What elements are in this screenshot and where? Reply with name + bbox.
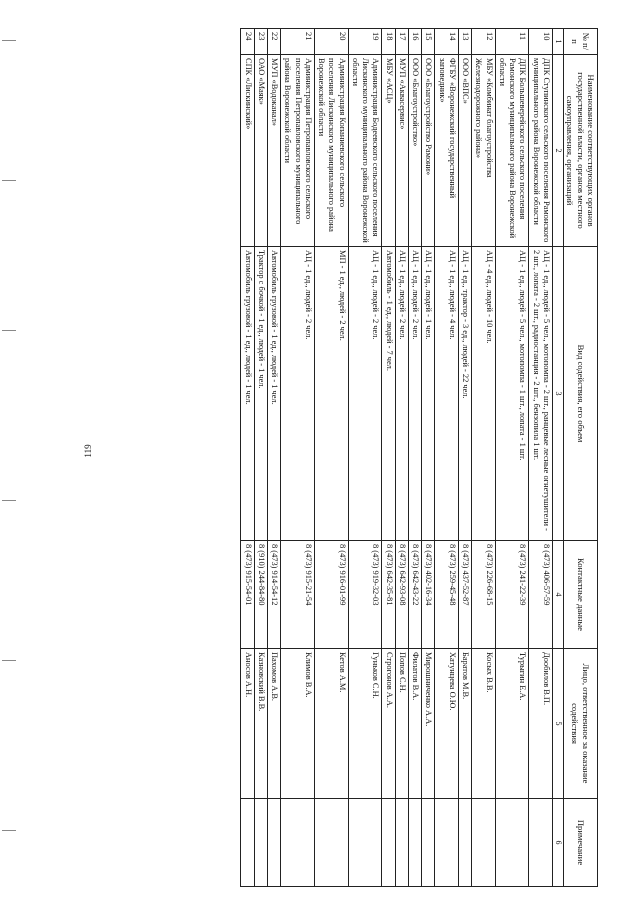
organization-name: Администрация Петропавловского сельского поселения Петропавловского муниципального района Воронежской области [281,55,315,247]
row-number: 15 [422,29,435,55]
column-number: 2 [552,55,563,247]
margin-mark [2,660,16,661]
assistance-type: Автомобиль - 1 ед., людей - 7 чел. [382,247,395,541]
assistance-type: МП - 1 ед., людей - 2 чел. [314,247,348,541]
note [422,799,435,887]
column-number: 1 [552,29,563,55]
row-number: 17 [395,29,408,55]
margin-mark [2,500,16,501]
organization-name: Администрация Бодеевского сельского поселения Лискинского муниципального района Воронежской области [348,55,382,247]
column-number: 6 [552,799,563,887]
note [254,799,267,887]
rotated-table-wrapper [240,28,598,886]
responsible-person: Косых В.В. [472,649,496,799]
row-number: 10 [529,29,553,55]
contact-phone: 8 (473) 406-57-59 [529,541,553,649]
note [314,799,348,887]
contact-phone: 8 (473) 437-52-87 [458,541,471,649]
assistance-type: АЦ - 1 ед., трактор - 3 ед., людей - 22 чел. [458,247,471,541]
note [472,799,496,887]
margin-mark [2,40,16,41]
responsible-person: Попов С.Н. [395,649,408,799]
header-cell: № п/п [563,29,597,55]
table-row [348,29,382,887]
note [395,799,408,887]
responsible-person: Строгонов А.А. [382,649,395,799]
resources-table [240,28,598,887]
organization-name: ООО «Благоустройство» [408,55,421,247]
note [382,799,395,887]
table-row [267,29,280,887]
assistance-type: АЦ - 1 ед., людей - 4 чел. [435,247,459,541]
table-row [281,29,315,887]
note [281,799,315,887]
assistance-type: Автомобиль грузовой - 1 ед., людей - 1 чел. [241,247,254,541]
note [348,799,382,887]
assistance-type: АЦ - 1 ед., людей - 2 чел. [348,247,382,541]
contact-phone: 8 (473) 642-93-08 [395,541,408,649]
header-cell: Контактные данные [563,541,597,649]
note [241,799,254,887]
row-number: 16 [408,29,421,55]
contact-phone: 8 (473) 914-54-12 [267,541,280,649]
margin-mark [2,830,16,831]
organization-name: ООО «Благоустройство Рамони» [422,55,435,247]
responsible-person: Казновский В.В. [254,649,267,799]
responsible-person: Хатунцева О.Ю. [435,649,459,799]
organization-name: ФГБУ «Воронежский государственный заповедник» [435,55,459,247]
responsible-person: Гуньков С.Н. [348,649,382,799]
header-cell: Примечание [563,799,597,887]
row-number: 19 [348,29,382,55]
assistance-type: Автомобиль грузовой - 1 ед., людей - 1 чел. [267,247,280,541]
table-row [314,29,348,887]
table-row [495,29,529,887]
row-number: 12 [472,29,496,55]
responsible-person: Климов В.А. [281,649,315,799]
responsible-person: Баратов М.В. [458,649,471,799]
assistance-type: АЦ - 1 ед., людей - 2 чел. [281,247,315,541]
column-number-row [552,29,563,887]
organization-name: МУП «Водоканал» [267,55,280,247]
row-number: 11 [495,29,529,55]
organization-name: МБУ «АСЦ» [382,55,395,247]
header-cell: Наименование соответствующих органов государственной власти, органов местного самоуправления, организаций [563,55,597,247]
header-cell: Вид содействия, его объем [563,247,597,541]
note [408,799,421,887]
contact-phone: 8 (473) 916-01-99 [314,541,348,649]
assistance-type: АЦ - 1 ед., людей - 2 чел. [395,247,408,541]
responsible-person: Дообилов В.П. [529,649,553,799]
responsible-person: Филатов В.А. [408,649,421,799]
table-row [241,29,254,887]
responsible-person: Пахомов А.В. [267,649,280,799]
contact-phone: 8 (473) 402-16-34 [422,541,435,649]
assistance-type: АЦ - 1 ед., людей - 5 чел., мотопомпа - 2 шт., ранцевые лесные огнетушители - 2 шт., лопата - 2 шт., радиостанция - 2 шт., бензопила 1 шт. [529,247,553,541]
assistance-type: АЦ - 1 ед., людей - 5 чел., мотопомпа - 1 шт., лопата - 1 шт. [495,247,529,541]
column-number: 3 [552,247,563,541]
row-number: 22 [267,29,280,55]
margin-mark [2,330,16,331]
row-number: 23 [254,29,267,55]
organization-name: ОАО «Маяк» [254,55,267,247]
column-number: 5 [552,649,563,799]
row-number: 24 [241,29,254,55]
organization-name: МУП «Аквасервис» [395,55,408,247]
row-number: 13 [458,29,471,55]
contact-phone: 8 (473) 915-21-54 [281,541,315,649]
row-number: 20 [314,29,348,55]
responsible-person: Турыгин Е.А. [495,649,529,799]
assistance-type: АЦ - 1 ед., людей - 2 чел. [408,247,421,541]
contact-phone: 8 (473) 226-68-15 [472,541,496,649]
table-row [472,29,496,887]
table-row [382,29,395,887]
organization-name: Администрация Копаниевского сельского поселения Лискинского муниципального района Воронежской области [314,55,348,247]
table-row [408,29,421,887]
note [435,799,459,887]
table-row [254,29,267,887]
table-row [422,29,435,887]
organization-name: МБУ «Комбинат благоустройства Железнодорожного района» [472,55,496,247]
note [267,799,280,887]
column-number: 4 [552,541,563,649]
table-row [435,29,459,887]
assistance-type: АЦ - 4 ед., людей - 10 чел. [472,247,496,541]
page-number: 119 [83,444,93,458]
note [458,799,471,887]
row-number: 21 [281,29,315,55]
table-row [395,29,408,887]
margin-mark [2,180,16,181]
contact-phone: 8 (473) 919-32-03 [348,541,382,649]
header-cell: Лицо, ответственное за оказание содействия [563,649,597,799]
responsible-person: Кетов А.М. [314,649,348,799]
contact-phone: 8 (910) 244-84-80 [254,541,267,649]
organization-name: СПК «Лискинский» [241,55,254,247]
organization-name: ДПК Ступинского сельского поселения Рамонского муниципального района Воронежской области [529,55,553,247]
table-body [241,29,553,887]
header-row [563,29,597,887]
responsible-person: Аносов А.Н. [241,649,254,799]
note [495,799,529,887]
organization-name: ООО «ВПС» [458,55,471,247]
table-row [529,29,553,887]
responsible-person: Мирошниченко А.А. [422,649,435,799]
table-row [458,29,471,887]
contact-phone: 8 (473) 259-45-48 [435,541,459,649]
contact-phone: 8 (473) 915-54-01 [241,541,254,649]
contact-phone: 8 (473) 642-43-22 [408,541,421,649]
row-number: 14 [435,29,459,55]
assistance-type: АЦ - 1 ед., людей - 1 чел. [422,247,435,541]
contact-phone: 8 (473) 241-22-39 [495,541,529,649]
row-number: 18 [382,29,395,55]
contact-phone: 8 (473) 642-35-81 [382,541,395,649]
note [529,799,553,887]
assistance-type: Трактор с бочкой - 1 ед., людей - 1 чел. [254,247,267,541]
organization-name: ДПК Большеверейского сельского поселения Рамонского муниципального района Воронежской области [495,55,529,247]
